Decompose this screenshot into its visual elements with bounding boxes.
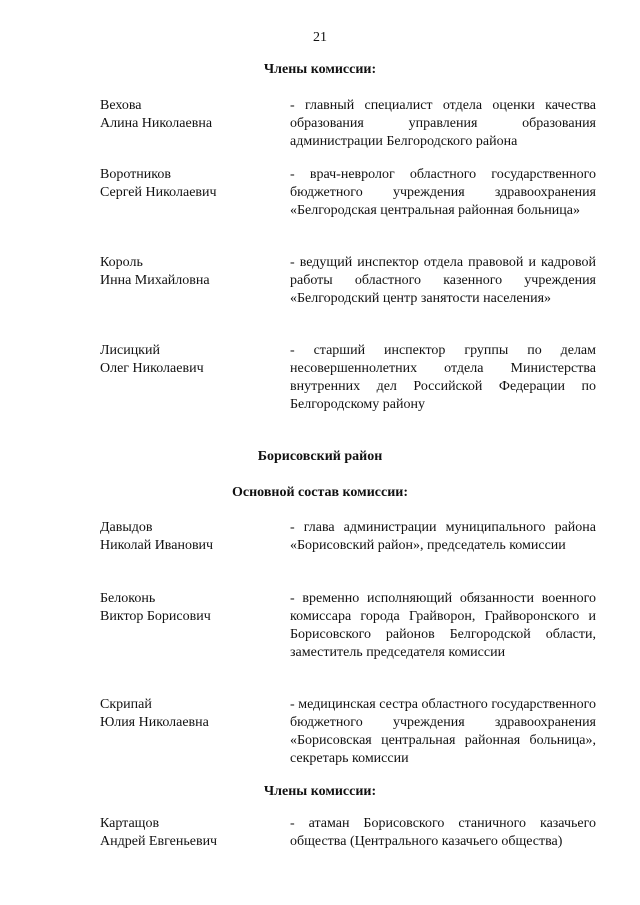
member-surname: Король	[100, 255, 143, 270]
member-surname: Белоконь	[100, 591, 156, 606]
member-given-name: Инна Михайловна	[100, 273, 210, 288]
member-name	[100, 254, 280, 290]
member-given-name: Виктор Борисович	[100, 609, 211, 624]
member-role: - ведущий инспектор отдела правовой и кадровой работы областного казенного учреждения «Белгородский центр занятости населения»	[290, 255, 596, 306]
member-name	[100, 590, 280, 626]
member-role: - глава администрации муниципального района «Борисовский район», председатель комиссии	[290, 520, 596, 553]
member-given-name: Алина Николаевна	[100, 116, 213, 131]
member-surname: Картащов	[100, 816, 160, 831]
member-given-name: Николай Иванович	[100, 538, 214, 553]
member-name	[100, 342, 280, 378]
member-surname: Вехова	[100, 98, 142, 113]
member-name	[100, 815, 280, 851]
member-given-name: Юлия Николаевна	[100, 715, 209, 730]
member-role: - врач-невролог областного государственного бюджетного учреждения здравоохранения «Белгородская центральная районная больница»	[290, 167, 596, 218]
member-given-name: Олег Николаевич	[100, 361, 204, 376]
section-heading-members: Члены комиссии:	[263, 62, 377, 77]
member-role: - атаман Борисовского станичного казачьего общества (Центрального казачьего общества)	[290, 816, 596, 849]
member-name	[100, 696, 280, 732]
member-surname: Скрипай	[100, 697, 152, 712]
page-number: 21	[313, 30, 327, 45]
section-heading-members-2: Члены комиссии:	[263, 784, 377, 799]
member-surname: Давыдов	[100, 520, 153, 535]
member-name	[100, 519, 280, 555]
section-heading-district: Борисовский район	[257, 449, 383, 464]
member-surname: Воротников	[100, 167, 171, 182]
member-name	[100, 97, 280, 133]
member-role: - главный специалист отдела оценки качества образования управления образования администрации Белгородского района	[290, 98, 596, 149]
member-role: - временно исполняющий обязанности военного комиссара города Грайворон, Грайворонского и Борисовского районов Белгородской области, заместитель председателя комиссии	[290, 591, 596, 660]
member-given-name: Сергей Николаевич	[100, 185, 217, 200]
member-role: - старший инспектор группы по делам несовершеннолетних отдела Министерства внутренних дел Российской Федерации по Белгородскому району	[290, 343, 596, 412]
member-role: - медицинская сестра областного государственного бюджетного учреждения здравоохранения «Борисовская центральная районная больница», секретарь комиссии	[290, 697, 596, 766]
member-given-name: Андрей Евгеньевич	[100, 834, 218, 849]
member-name	[100, 166, 280, 202]
section-heading-main-composition: Основной состав комиссии:	[232, 485, 408, 500]
member-surname: Лисицкий	[100, 343, 160, 358]
